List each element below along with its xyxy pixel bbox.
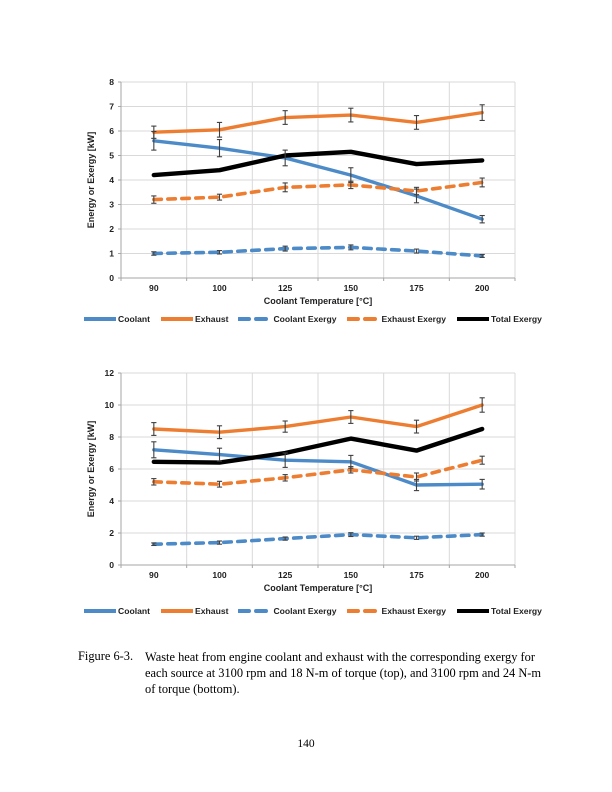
- legend-label: Total Exergy: [491, 606, 542, 616]
- legend-line-sample: [83, 315, 117, 323]
- legend-line-sample: [238, 607, 272, 615]
- figure-caption-text: [145, 649, 541, 697]
- x-tick-label: 125: [277, 570, 293, 580]
- y-tick-label: 12: [104, 368, 114, 378]
- legend-label: Coolant: [118, 606, 151, 616]
- legend-line-sample: [83, 607, 117, 615]
- y-tick-label: 7: [109, 101, 114, 112]
- x-tick-label: 200: [474, 570, 490, 580]
- legend-line-sample: [160, 315, 194, 323]
- legend-item-exhaust-exergy: [347, 606, 446, 616]
- x-tick-label: 150: [343, 283, 359, 293]
- legend-line-sample: [347, 607, 381, 615]
- x-tick-label: 90: [149, 283, 159, 293]
- y-tick-label: 3: [109, 199, 114, 210]
- x-tick-label: 125: [277, 283, 293, 293]
- y-tick-label: 4: [109, 175, 114, 185]
- figure-caption-line: of torque (bottom).: [145, 682, 240, 697]
- legend-item-exhaust: [160, 314, 228, 324]
- legend-label: Exhaust: [195, 606, 229, 616]
- page-number: 140: [297, 738, 315, 750]
- y-tick-label: 8: [109, 432, 114, 442]
- y-tick-label: 4: [109, 496, 114, 506]
- y-tick-label: 10: [104, 400, 114, 410]
- legend-item-coolant-exergy: [238, 314, 336, 324]
- figure-caption-line: each source at 3100 rpm and 18 N-m of torque (top), and 3100 rpm and 24 N-m: [145, 666, 542, 681]
- x-tick-label: 175: [409, 283, 424, 293]
- legend-label: Exhaust Exergy: [381, 314, 446, 324]
- x-tick-label: 200: [474, 283, 490, 293]
- legend-item-total-exergy: [456, 606, 542, 616]
- top-chart-canvas: [85, 70, 540, 308]
- x-tick-label: 100: [212, 570, 227, 580]
- y-tick-label: 0: [109, 273, 114, 283]
- y-tick-label: 2: [109, 224, 114, 234]
- legend-item-coolant: [83, 314, 150, 324]
- figure-caption: [78, 649, 556, 697]
- legend-label: Exhaust Exergy: [381, 606, 446, 616]
- y-axis-title: Energy or Exergy [kW]: [86, 420, 96, 518]
- legend-line-sample: [160, 607, 194, 615]
- legend-item-coolant-exergy: [238, 606, 336, 616]
- figure-caption-line: Waste heat from engine coolant and exhaust with the corresponding exergy for: [145, 650, 535, 664]
- y-tick-label: 8: [109, 77, 114, 87]
- legend-line-sample: [347, 315, 381, 323]
- figure-caption-label: Figure 6-3.: [78, 649, 134, 663]
- y-tick-label: 1: [109, 248, 114, 259]
- legend-line-sample: [238, 315, 272, 323]
- y-tick-label: 0: [109, 560, 114, 570]
- legend-line-sample: [456, 607, 490, 615]
- y-tick-label: 6: [109, 126, 114, 136]
- x-tick-label: 150: [343, 570, 359, 580]
- bottom-chart-canvas: [85, 361, 540, 599]
- legend-item-exhaust: [160, 606, 228, 616]
- x-axis-title: Coolant Temperature [°C]: [263, 583, 373, 593]
- legend-label: Total Exergy: [491, 314, 542, 324]
- legend-item-total-exergy: [456, 314, 542, 324]
- x-tick-label: 100: [212, 283, 227, 293]
- y-tick-label: 2: [109, 528, 114, 538]
- top-chart-legend: [85, 314, 540, 324]
- x-tick-label: 175: [409, 570, 424, 580]
- legend-label: Coolant Exergy: [273, 606, 337, 616]
- legend-label: Exhaust: [195, 314, 229, 324]
- legend-item-coolant: [83, 606, 150, 616]
- x-tick-label: 90: [149, 570, 159, 580]
- bottom-chart-legend: [85, 606, 540, 616]
- y-axis-title: Energy or Exergy [kW]: [86, 131, 96, 229]
- legend-label: Coolant: [118, 314, 151, 324]
- legend-line-sample: [456, 315, 490, 323]
- y-tick-label: 6: [109, 464, 114, 474]
- legend-label: Coolant Exergy: [273, 314, 337, 324]
- legend-item-exhaust-exergy: [347, 314, 446, 324]
- y-tick-label: 5: [109, 150, 114, 161]
- x-axis-title: Coolant Temperature [°C]: [263, 296, 373, 306]
